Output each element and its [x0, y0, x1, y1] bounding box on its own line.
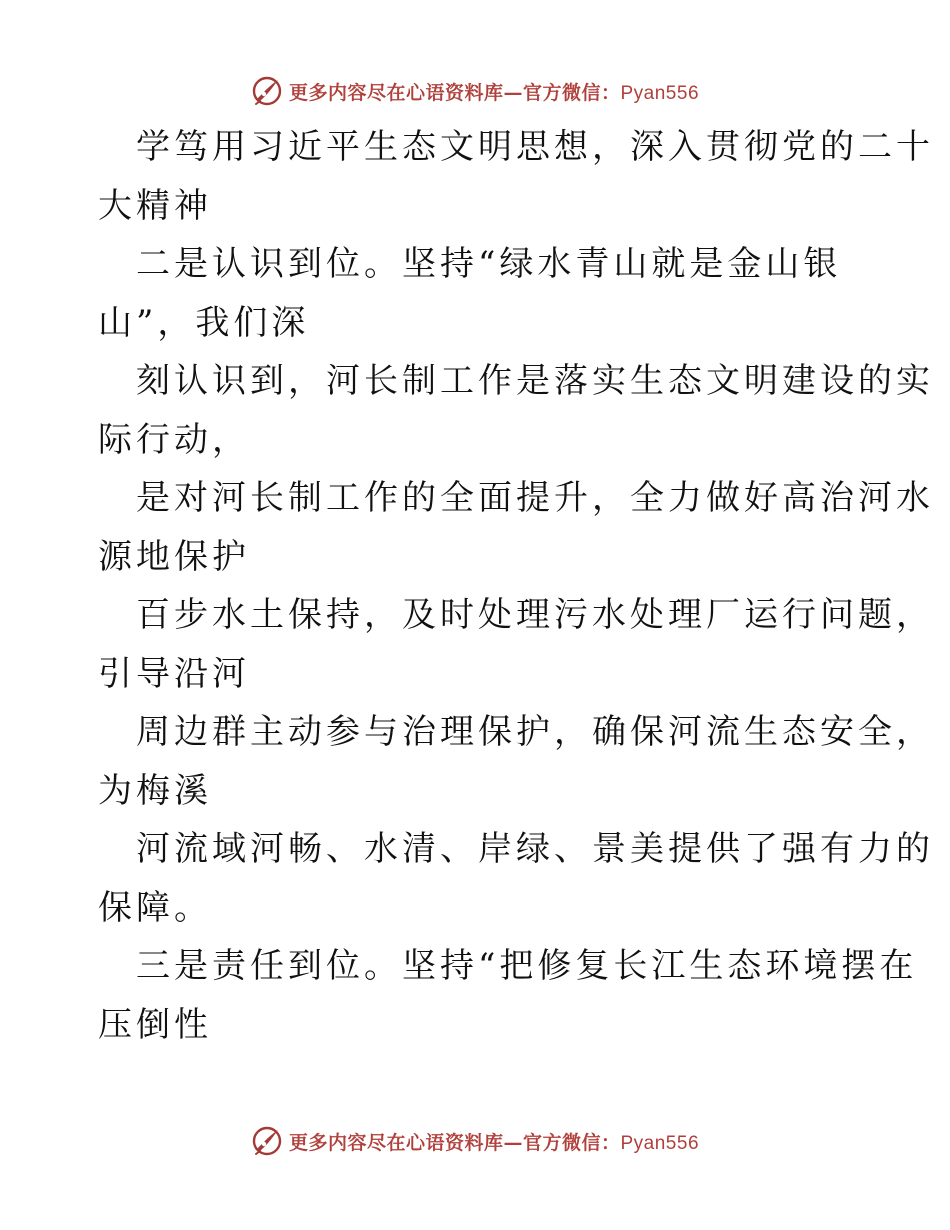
text-line: 周边群主动参与治理保护，确保河流生态安全，: [136, 712, 934, 752]
watermark-text: [289, 78, 699, 105]
watermark-site-text: 更多内容尽在心语资料库—官方微信：: [288, 1131, 621, 1154]
text-line: 学笃用习近平生态文明思想，深入贯彻党的二十: [136, 127, 934, 167]
text-line: 是对河长制工作的全面提升，全力做好高治河水: [136, 478, 934, 518]
text-line: 三是责任到位。坚持“把修复长江生态环境摆在: [136, 946, 918, 986]
header-watermark: [0, 74, 950, 108]
text-line: 二是认识到位。坚持“绿水青山就是金山银: [136, 244, 842, 284]
text-line: 压倒性: [98, 1004, 212, 1045]
watermark-wechat-id: Pyan556: [620, 1132, 700, 1154]
quill-pen-logo-icon: [251, 1125, 283, 1157]
text-line: 保障。: [98, 887, 212, 928]
watermark-wechat-id: Pyan556: [620, 82, 700, 104]
watermark-site-text: 更多内容尽在心语资料库—官方微信：: [288, 81, 621, 104]
text-line: 源地保护: [98, 536, 250, 577]
text-line: 为梅溪: [98, 770, 212, 811]
text-line: 引导沿河: [98, 653, 250, 694]
text-line: 刻认识到，河长制工作是落实生态文明建设的实: [136, 361, 934, 401]
text-line: 山”，我们深: [98, 302, 310, 343]
quill-pen-logo-icon: [251, 75, 283, 107]
text-line: 河流域河畅、水清、岸绿、景美提供了强有力的: [136, 829, 934, 869]
text-line: 大精神: [98, 185, 212, 226]
text-line: 际行动，: [98, 419, 250, 460]
document-body: [98, 118, 934, 1054]
text-line: 百步水土保持，及时处理污水处理厂运行问题，: [136, 595, 934, 635]
watermark-text: [289, 1128, 699, 1155]
footer-watermark: [0, 1124, 950, 1158]
